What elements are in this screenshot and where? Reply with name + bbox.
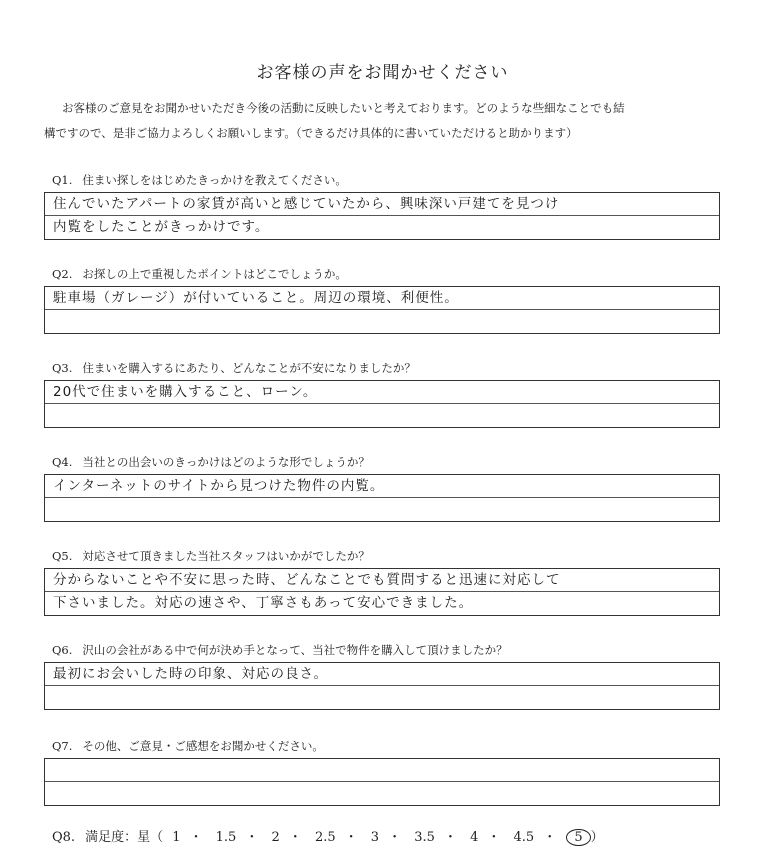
answer-box-2[interactable] xyxy=(44,286,720,334)
answer-box-6[interactable] xyxy=(44,662,720,710)
satisfaction-rating: Q8. 満足度：星（ 1 ・ 1.5 ・ 2 ・ 2.5 ・ 3 ・ 3.5 ・ 4 ・ 4.5 ・ 5 ） xyxy=(52,830,604,845)
rating-option[interactable]: 3.5 xyxy=(414,830,435,845)
rating-option[interactable]: 1.5 xyxy=(215,830,237,845)
answer-line[interactable] xyxy=(45,759,719,782)
question-label: Q5. xyxy=(52,549,73,563)
rating-option[interactable]: 2 xyxy=(271,830,280,845)
rating-option[interactable]: 4.5 xyxy=(513,830,535,845)
question-text: 沢山の会社がある中で何が決め手となって、当社で物件を購入して頂けましたか？ xyxy=(82,643,508,657)
intro-line-2: 構ですので、是非ご協力よろしくお願いします。（できるだけ具体的に書いていただけると助かります） xyxy=(44,126,578,140)
answer-line[interactable]: インターネットのサイトから見つけた物件の内覧。 xyxy=(45,475,719,498)
question-4 xyxy=(52,454,370,470)
question-6 xyxy=(52,642,508,658)
rating-option[interactable]: 3 xyxy=(370,830,380,845)
answer-line[interactable]: 最初にお会いした時の印象、対応の良さ。 xyxy=(45,663,719,686)
answer-line[interactable]: 分からないことや不安に思った時、どんなことでも質問すると迅速に対応して xyxy=(45,569,719,592)
question-label: Q8. xyxy=(52,830,76,845)
question-1 xyxy=(52,172,347,188)
rating-option[interactable]: 4 xyxy=(470,830,479,845)
question-3 xyxy=(52,360,416,376)
intro-line-1: お客様のご意見をお聞かせいただき今後の活動に反映したいと考えております。どのような些細なことでも結 xyxy=(62,101,625,115)
rating-prompt: 満足度：星（ xyxy=(85,830,164,845)
answer-box-4[interactable] xyxy=(44,474,720,522)
intro-text xyxy=(44,96,734,146)
question-text: その他、ご意見・ご感想をお聞かせください。 xyxy=(82,739,324,753)
rating-option-selected[interactable]: 5 xyxy=(566,829,590,846)
answer-line[interactable] xyxy=(45,404,719,427)
answer-line[interactable]: 20代で住まいを購入すること、ローン。 xyxy=(45,381,719,404)
question-5 xyxy=(52,548,370,564)
answer-line[interactable]: 内覧をしたことがきっかけです。 xyxy=(53,219,270,235)
rating-close: ） xyxy=(590,830,604,845)
question-text: お探しの上で重視したポイントはどこでしょうか。 xyxy=(82,267,347,281)
question-label: Q4. xyxy=(52,455,73,469)
page-title: お客様の声をお聞かせください xyxy=(256,63,509,83)
question-text: 住まい探しをはじめたきっかけを教えてください。 xyxy=(82,173,347,187)
answer-line[interactable] xyxy=(45,310,719,333)
answer-line[interactable]: 駐車場（ガレージ）が付いていること。周辺の環境、利便性。 xyxy=(45,287,719,310)
answer-box-3[interactable] xyxy=(44,380,720,428)
answer-box-5[interactable] xyxy=(44,568,720,616)
question-label: Q7. xyxy=(52,739,73,753)
answer-box-1[interactable] xyxy=(44,192,720,240)
answer-line[interactable]: 住んでいたアパートの家賃が高いと感じていたから、興味深い戸建てを見つけ xyxy=(45,193,719,216)
answer-line[interactable] xyxy=(45,498,719,521)
question-label: Q3. xyxy=(52,361,73,375)
question-label: Q2. xyxy=(52,267,73,281)
answer-line[interactable]: 下さいました。対応の速さや、丁寧さもあって安心できました。 xyxy=(53,595,474,611)
answer-line[interactable] xyxy=(45,782,719,805)
question-label: Q1. xyxy=(52,173,73,187)
question-2 xyxy=(52,266,347,282)
answer-line[interactable] xyxy=(45,686,719,709)
question-label: Q6. xyxy=(52,643,73,657)
answer-box-7[interactable] xyxy=(44,758,720,806)
question-text: 対応させて頂きました当社スタッフはいかがでしたか？ xyxy=(82,549,370,563)
rating-option[interactable]: 2.5 xyxy=(314,830,336,845)
question-text: 住まいを購入するにあたり、どんなことが不安になりましたか？ xyxy=(82,361,416,375)
rating-option[interactable]: 1 xyxy=(172,830,181,845)
question-7 xyxy=(52,738,324,754)
question-text: 当社との出会いのきっかけはどのような形でしょうか？ xyxy=(82,455,370,469)
